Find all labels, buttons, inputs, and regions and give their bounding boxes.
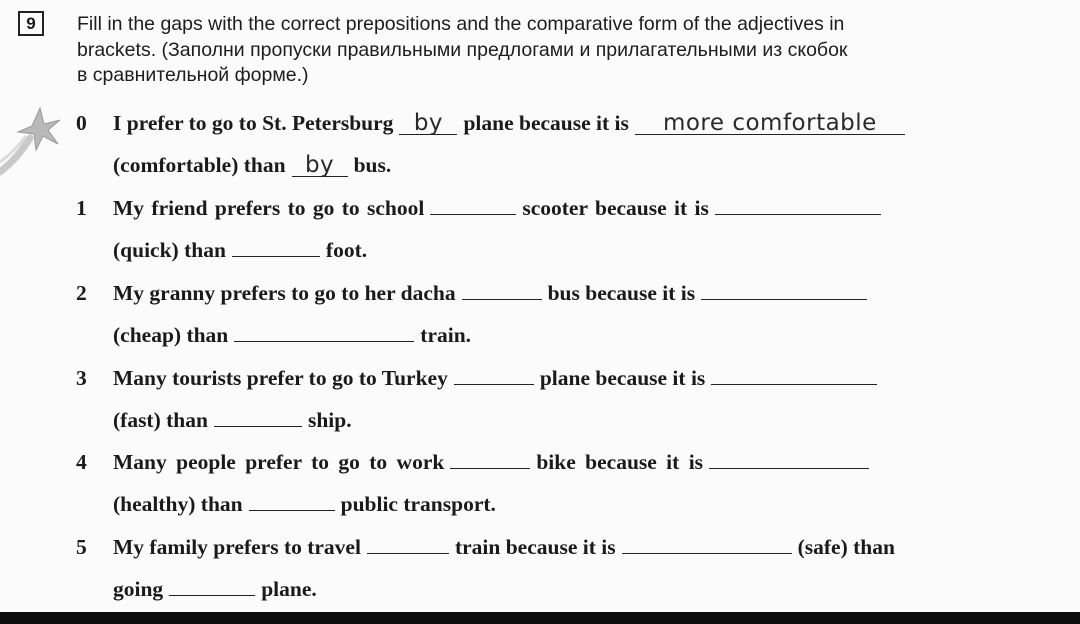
sentence-text: ship. [307,408,352,432]
answer-gap[interactable] [214,409,302,427]
answer-gap[interactable] [232,239,320,257]
answer-gap[interactable] [711,367,877,385]
sentence-text: My granny prefers to go to her dacha [113,281,456,305]
item-3-line-1 [113,366,883,391]
exercise-instruction [77,12,1067,89]
bottom-edge-bar [0,612,1080,624]
answer-gap[interactable] [249,493,335,511]
item-5-line-2 [113,577,317,602]
answer-gap[interactable] [462,282,542,300]
answer-gap[interactable] [450,451,530,469]
answer-gap[interactable] [234,324,414,342]
sentence-text: I prefer to go to St. Petersburg [113,111,394,135]
answer-gap-filled[interactable]: more comfortable [635,112,905,135]
item-0-line-1 [113,111,911,136]
answer-gap-filled[interactable]: by [399,112,457,135]
sentence-text: (comfortable) than [113,153,286,177]
item-4-line-1 [113,450,875,475]
item-number: 4 [76,450,87,474]
answer-gap[interactable] [715,197,881,215]
answer-gap[interactable] [701,282,867,300]
sentence-text: bike because it is [536,450,704,474]
answer-gap[interactable] [169,578,255,596]
sentence-text: (safe) than [797,535,895,559]
item-1-line-1 [113,196,887,221]
sentence-text: train. [420,323,472,347]
item-number: 3 [76,366,87,390]
item-number: 1 [76,196,87,220]
star-icon [0,98,70,178]
item-3-line-2 [113,408,352,433]
sentence-text: public transport. [340,492,496,516]
sentence-text: My friend prefers to go to school [113,196,425,220]
item-0-line-2 [113,153,391,178]
item-number: 0 [76,111,87,135]
sentence-text: (healthy) than [113,492,243,516]
instruction-line: brackets. (Заполни пропуски правильными предлогами и прилагательными из скобок [77,38,848,61]
item-4-line-2 [113,492,496,517]
sentence-text: (cheap) than [113,323,229,347]
sentence-text: bus because it is [547,281,696,305]
answer-gap[interactable] [430,197,516,215]
sentence-text: (fast) than [113,408,208,432]
sentence-text: plane because it is [539,366,706,390]
sentence-text: bus. [353,153,392,177]
item-2-line-2 [113,323,471,348]
answer-gap[interactable] [367,536,449,554]
answer-gap[interactable] [454,367,534,385]
sentence-text: Many tourists prefer to go to Turkey [113,366,448,390]
item-2-line-1 [113,281,873,306]
sentence-text: foot. [325,238,368,262]
answer-gap-filled[interactable]: by [292,154,348,177]
exercise-number-box: 9 [18,11,44,36]
item-number: 5 [76,535,87,559]
sentence-text: Many people prefer to go to work [113,450,445,474]
item-1-line-2 [113,238,367,263]
instruction-line: в сравнительной форме.) [77,64,309,86]
instruction-line: Fill in the gaps with the correct prepositions and the comparative form of the adjectives in [77,13,845,35]
sentence-text: scooter because it is [522,196,709,220]
answer-gap[interactable] [622,536,792,554]
sentence-text: train because it is [454,535,616,559]
sentence-text: plane. [261,577,317,601]
sentence-text: plane because it is [463,111,629,135]
item-5-line-1 [113,535,895,560]
sentence-text: going [113,577,164,601]
sentence-text: My family prefers to travel [113,535,361,559]
sentence-text: (quick) than [113,238,226,262]
answer-gap[interactable] [709,451,869,469]
item-number: 2 [76,281,87,305]
